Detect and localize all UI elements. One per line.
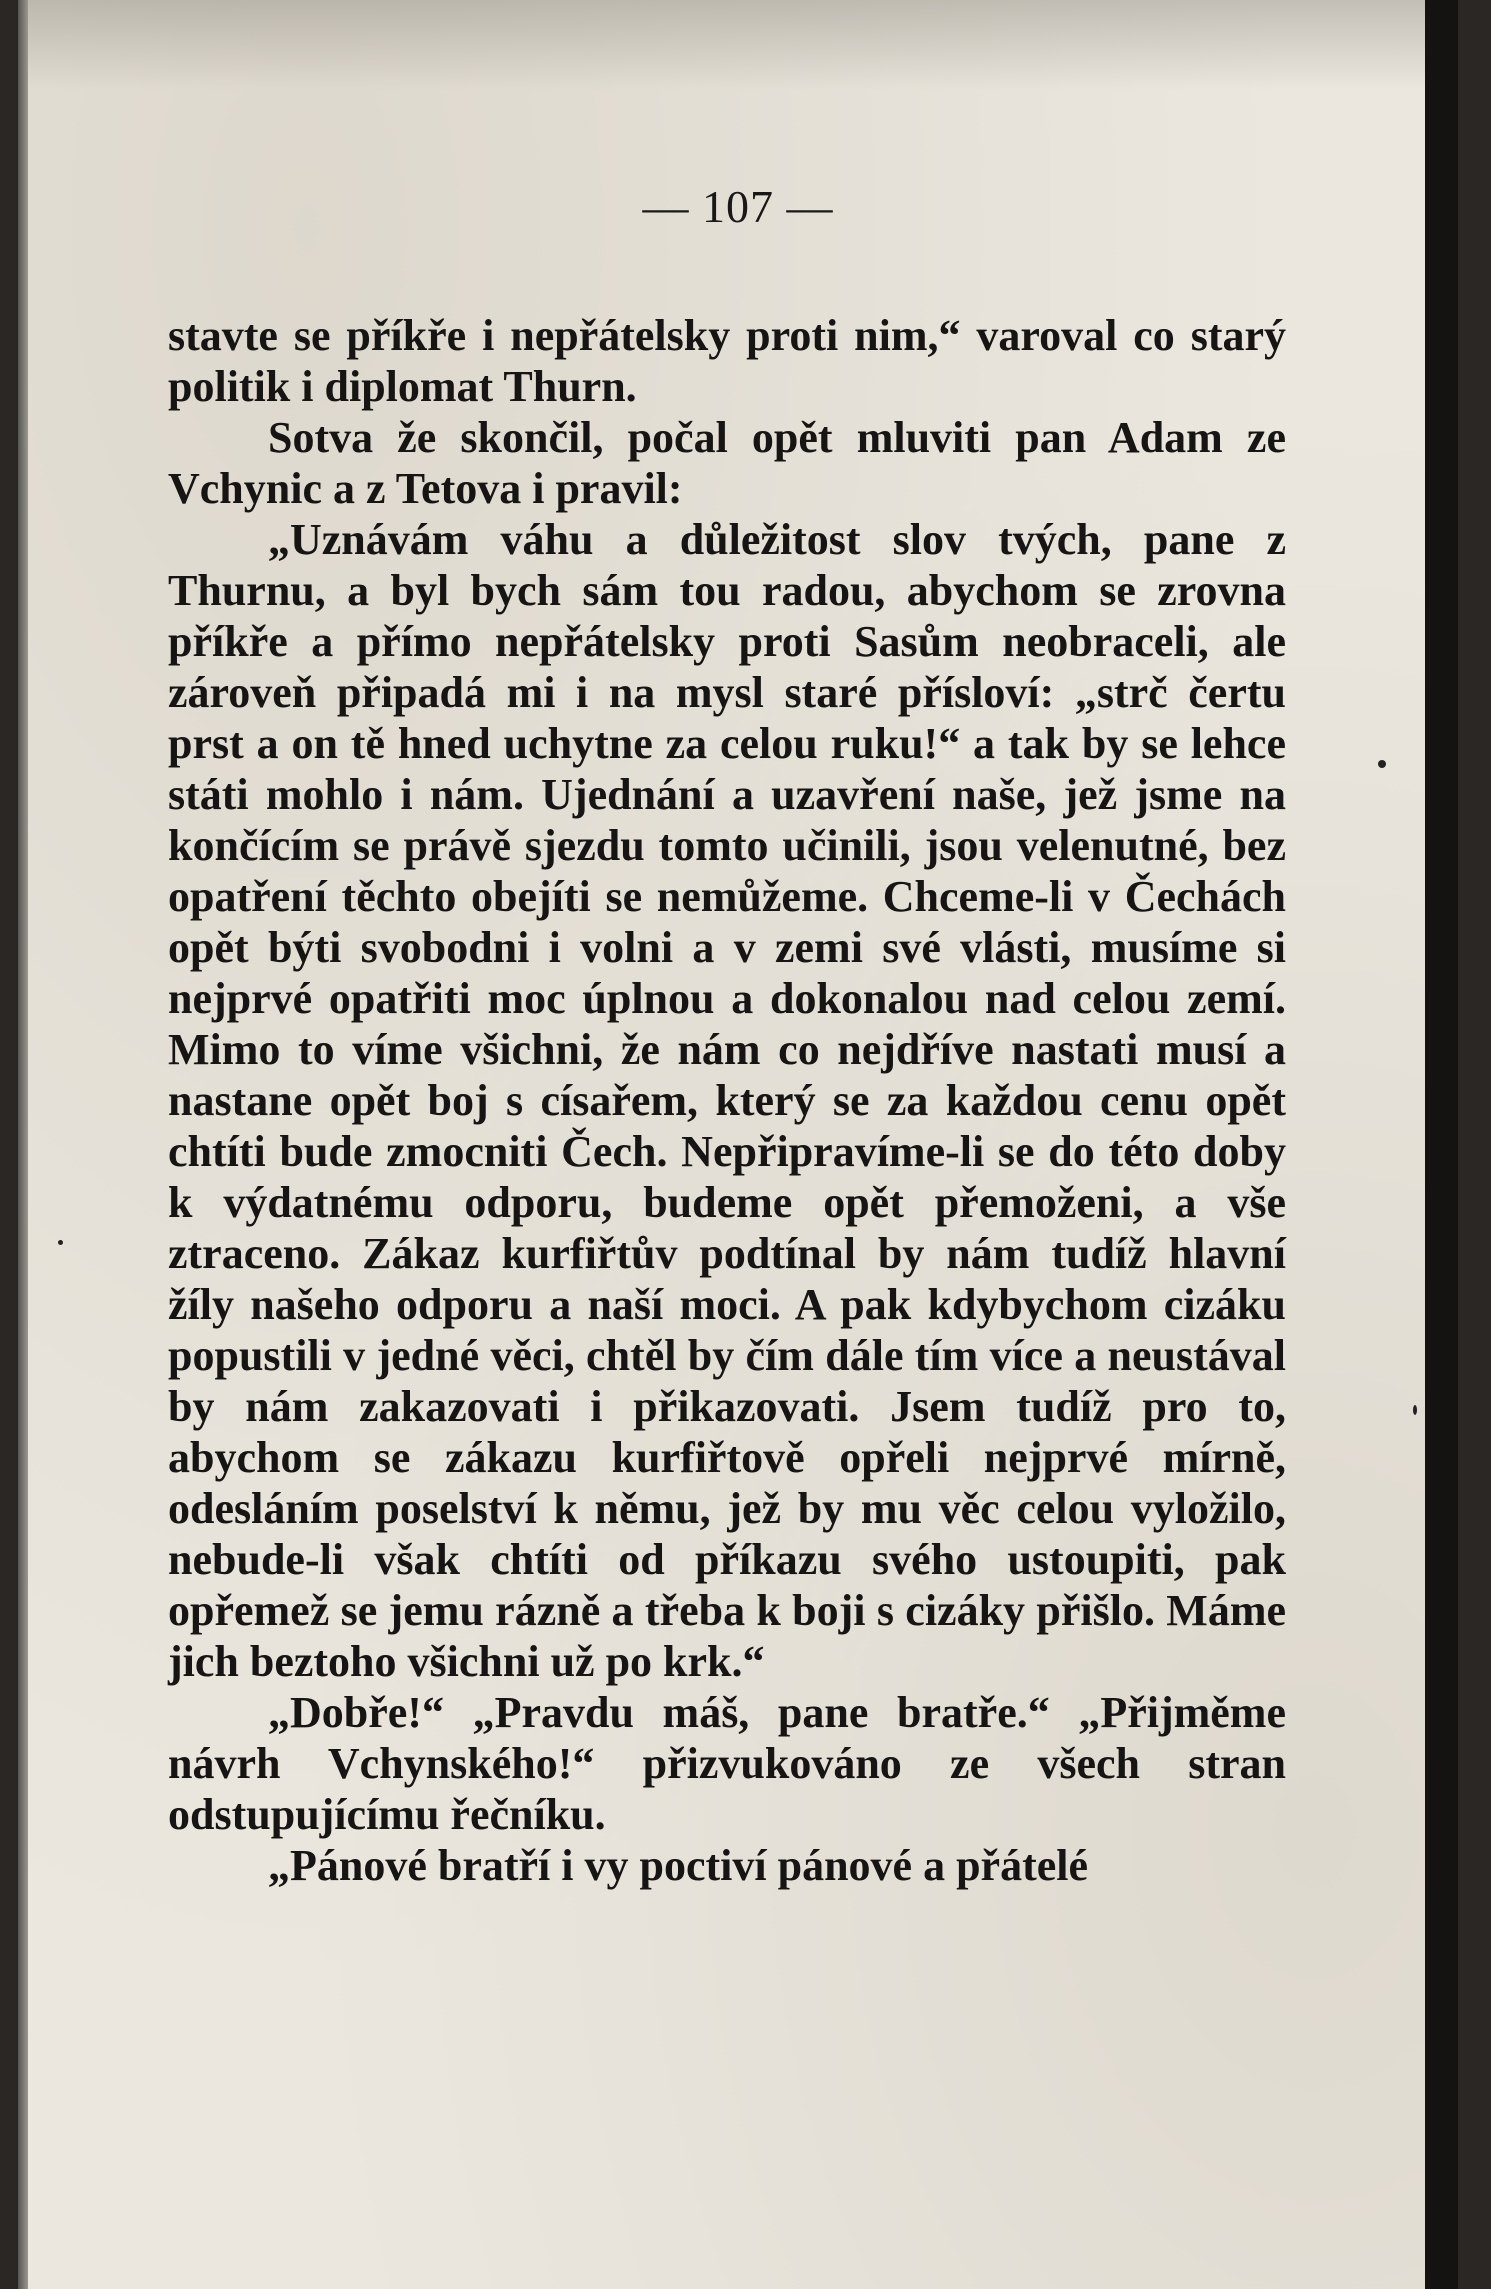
paragraph: stavte se příkře i nepřátelsky proti nim,“ varoval co starý politik i diplomat Thurn. bbox=[168, 311, 1286, 411]
body-text bbox=[168, 310, 1286, 1891]
paragraph: „Uznávám váhu a důležitost slov tvých, pane z Thurnu, a byl bych sám tou radou, abychom se zrovna příkře a přímo nepřátelsky proti Sasům neobraceli, ale zároveň připadá mi i na mysl staré přísloví: „strč čertu prst a on tě hned uchytne za celou ruku!“ a tak by se lehce státi mohlo i nám. Ujednání a uzavření naše, jež jsme na končícím se právě sjezdu tomto učinili, jsou velenutné, bez opatření těchto obejíti se nemůžeme. Chceme-li v Čechách opět býti svobodni i volni a v zemi své vlásti, musíme si nejprvé opatřiti moc úplnou a dokonalou nad celou zemí. Mimo to víme všichni, že nám co nejdříve nastati musí a nastane opět boj s císařem, který se za každou cenu opět chtíti bude zmocniti Čech. Nepřipravíme-li se do této doby k výdatnému odporu, budeme opět přemoženi, a vše ztraceno. Zákaz kurfiřtův podtínal by nám tudíž hlavní žíly našeho odporu a naší moci. A pak kdybychom cizáku popustili v jedné věci, chtěl by čím dále tím více a neustával by nám zakazovati i přikazovati. Jsem tudíž pro to, abychom se zákazu kurfiřtově opřeli nejprvé mírně, odesláním poselství k němu, jež by mu věc celou vyložilo, nebude-li však chtíti od příkazu svého ustoupiti, pak opřemež se jemu rázně a třeba k boji s cizáky přišlo. Máme jich beztoho všichni už po krk.“ bbox=[168, 515, 1286, 1686]
paragraph: „Pánové bratří i vy poctiví pánové a přátelé bbox=[268, 1841, 1089, 1890]
paper-speck bbox=[58, 1240, 63, 1245]
page-top-shading bbox=[18, 0, 1458, 90]
paragraph: „Dobře!“ „Pravdu máš, pane bratře.“ „Přijměme návrh Vchynského!“ přizvukováno ze všech stran odstupujícímu řečníku. bbox=[168, 1688, 1286, 1839]
paper-speck bbox=[1413, 1405, 1417, 1415]
page-spine bbox=[18, 0, 28, 2289]
book-page bbox=[18, 0, 1458, 2289]
page-edge bbox=[1425, 0, 1458, 2289]
paper-speck bbox=[1378, 760, 1386, 768]
page-number: — 107 — bbox=[642, 181, 834, 232]
paragraph: Sotva že skončil, počal opět mluviti pan Adam ze Vchynic a z Tetova i pravil: bbox=[168, 413, 1286, 513]
